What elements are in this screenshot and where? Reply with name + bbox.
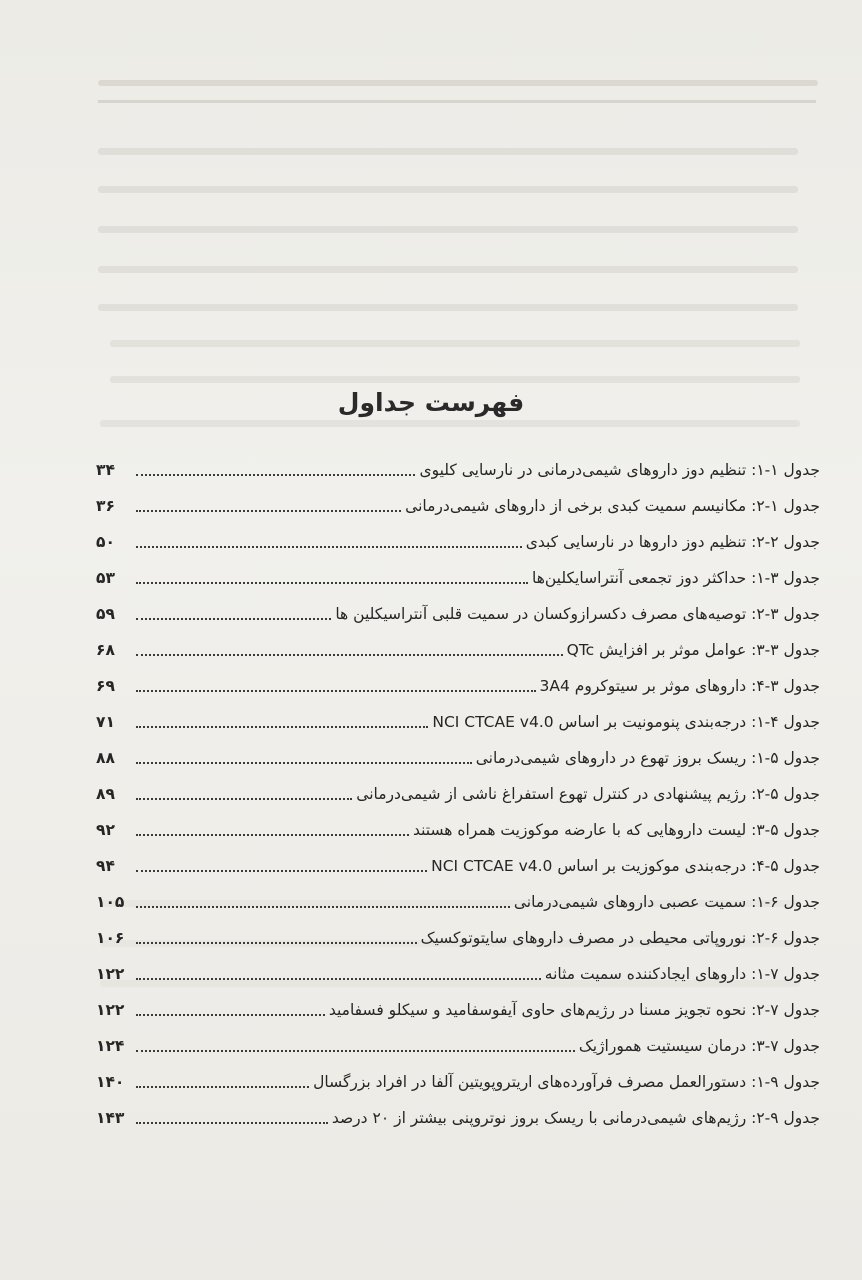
leader-dots (136, 1014, 325, 1016)
leader-dots (136, 726, 428, 728)
entry-page: ۳۴ (96, 461, 115, 479)
entry-label: جدول ۵-۴: درجه‌بندی موکوزیت بر اساس NCI CTCAE v4.0 (431, 857, 820, 875)
entry-label: جدول ۵-۱: ریسک بروز تهوع در داروهای شیمی‌درمانی (475, 749, 820, 767)
leader-dots (136, 1086, 309, 1088)
leader-dots (136, 546, 522, 548)
leader-dots (136, 618, 331, 620)
entry-page: ۱۰۵ (96, 893, 125, 911)
leader-dots (136, 978, 541, 980)
table-of-contents (96, 452, 820, 1136)
list-item (96, 632, 820, 668)
list-item (96, 740, 820, 776)
entry-label: جدول ۳-۱: حداکثر دوز تجمعی آنتراسایکلین‌ها (531, 569, 820, 587)
leader-dots (136, 1122, 328, 1124)
list-item (96, 452, 820, 488)
leader-dots (136, 474, 415, 476)
leader-dots (136, 1050, 575, 1052)
entry-page: ۱۴۳ (96, 1109, 125, 1127)
entry-label: جدول ۵-۳: لیست داروهایی که با عارضه موکوزیت همراه هستند (412, 821, 820, 839)
entry-label: جدول ۷-۳: درمان سیستیت هموراژیک (578, 1037, 820, 1055)
list-item (96, 1064, 820, 1100)
entry-label: جدول ۵-۲: رژیم پیشنهادی در کنترل تهوع استفراغ ناشی از شیمی‌درمانی (356, 785, 820, 803)
entry-label: جدول ۹-۱: دستورالعمل مصرف فرآورده‌های اریتروپویتین آلفا در افراد بزرگسال (313, 1073, 820, 1091)
list-item (96, 812, 820, 848)
page-title: فهرست جداول (337, 388, 525, 417)
entry-page: ۸۸ (96, 749, 115, 767)
list-item (96, 668, 820, 704)
list-item (96, 704, 820, 740)
leader-dots (136, 762, 472, 764)
leader-dots (136, 654, 563, 656)
list-item (96, 848, 820, 884)
entry-label: جدول ۷-۱: داروهای ایجادکننده سمیت مثانه (544, 965, 820, 983)
entry-page: ۱۰۶ (96, 929, 125, 947)
list-item (96, 992, 820, 1028)
list-item (96, 956, 820, 992)
entry-label: جدول ۳-۳: عوامل موثر بر افزایش QTc (566, 641, 820, 659)
entry-page: ۱۴۰ (96, 1073, 125, 1091)
entry-label: جدول ۱-۱: تنظیم دوز داروهای شیمی‌درمانی در نارسایی کلیوی (419, 461, 820, 479)
leader-dots (136, 906, 510, 908)
leader-dots (136, 690, 536, 692)
entry-label: جدول ۶-۱: سمیت عصبی داروهای شیمی‌درمانی (513, 893, 820, 911)
entry-page: ۹۴ (96, 857, 115, 875)
entry-label: جدول ۳-۲: توصیه‌های مصرف دکسرازوکسان در سمیت قلبی آنتراسیکلین ها (335, 605, 820, 623)
entry-page: ۱۲۴ (96, 1037, 125, 1055)
leader-dots (136, 798, 352, 800)
list-item (96, 596, 820, 632)
entry-page: ۳۶ (96, 497, 115, 515)
entry-label: جدول ۴-۱: درجه‌بندی پنومونیت بر اساس NCI CTCAE v4.0 (432, 713, 820, 731)
entry-label: جدول ۲-۲: تنظیم دوز داروها در نارسایی کبدی (525, 533, 820, 551)
list-item (96, 1028, 820, 1064)
entry-label: جدول ۹-۲: رژیم‌های شیمی‌درمانی با ریسک بروز نوتروپنی بیشتر از ۲۰ درصد (331, 1109, 820, 1127)
leader-dots (136, 582, 528, 584)
entry-page: ۱۲۲ (96, 965, 125, 983)
entry-page: ۷۱ (96, 713, 115, 731)
list-item (96, 776, 820, 812)
entry-page: ۵۰ (96, 533, 115, 551)
entry-page: ۸۹ (96, 785, 115, 803)
entry-label: جدول ۷-۲: نحوه تجویز مسنا در رژیم‌های حاوی آیفوسفامید و سیکلو فسفامید (328, 1001, 820, 1019)
entry-page: ۶۸ (96, 641, 115, 659)
leader-dots (136, 510, 401, 512)
entry-label: جدول ۱-۲: مکانیسم سمیت کبدی برخی از داروهای شیمی‌درمانی (405, 497, 820, 515)
leader-dots (136, 834, 409, 836)
list-item (96, 920, 820, 956)
entry-page: ۱۲۲ (96, 1001, 125, 1019)
list-item (96, 560, 820, 596)
entry-label: جدول ۶-۲: نوروپاتی محیطی در مصرف داروهای سایتوتوکسیک (420, 929, 820, 947)
leader-dots (136, 942, 417, 944)
entry-page: ۵۳ (96, 569, 115, 587)
list-item (96, 884, 820, 920)
list-item (96, 1100, 820, 1136)
entry-page: ۹۲ (96, 821, 115, 839)
list-item (96, 488, 820, 524)
entry-page: ۵۹ (96, 605, 115, 623)
list-item (96, 524, 820, 560)
entry-label: جدول ۳-۴: داروهای موثر بر سیتوکروم 3A4 (539, 677, 820, 695)
entry-page: ۶۹ (96, 677, 115, 695)
leader-dots (136, 870, 427, 872)
